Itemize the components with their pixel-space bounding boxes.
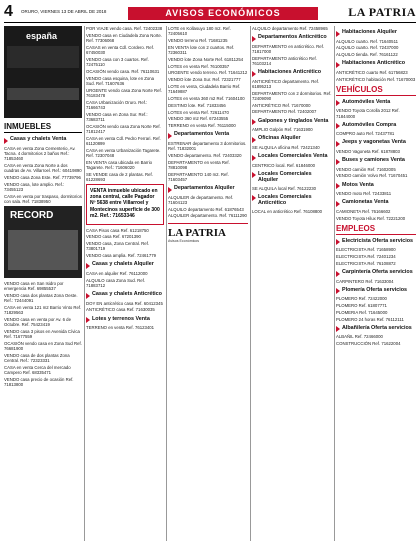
section-heading: Automóviles Venta (336, 99, 416, 107)
page-date: ORURO, VIERNES 13 DE ABRIL DE 2018 (21, 9, 107, 14)
classified-ad: VENDO casa precio de ocasión Ref. 71813800 (4, 376, 74, 388)
house-ad-logo: LA PATRIA (168, 226, 226, 239)
classified-ad: URGENTE vendo terreno. Ref. 71641212 (168, 70, 248, 76)
classified-ad: CASA en venta Zona Cementerio, Av. Tacna. 4 dormitorios 2 baños Ref.: 71853460 (4, 145, 76, 161)
classified-ad: VENDO camión Ref. 71602005 (336, 166, 396, 172)
classified-ad: VENDO departamento. Ref. 72403320 (168, 152, 242, 158)
category-inmuebles: INMUEBLES (4, 121, 82, 133)
category-vehiculos: VEHÍCULOS (336, 84, 416, 96)
classified-ad: DEPARTAMENTO anticrético Ref. 76103214 (252, 55, 317, 66)
newspaper-logo: LA PATRIA (348, 5, 416, 19)
classified-ad: TERRENO en venta Ref. 76123401 (86, 325, 155, 331)
promo-image (7, 46, 79, 68)
section-triangle-icon (4, 138, 8, 144)
classified-ad: ALQUILO cuarto. Ref. 71640511 (336, 38, 399, 44)
classified-ad: ALQUILO departamento Ref. 72458965 (252, 26, 328, 31)
section-heading: Galpones y tinglados Venta (252, 118, 332, 126)
classified-ad: LOTES en venta Ref. 72611470 (168, 109, 229, 115)
classified-ad: VENDO casa dos plantas Zona Oeste. Ref.: 72444091 (4, 292, 78, 304)
house-ad-subtitle: Avisos Económicos (168, 238, 200, 243)
classified-ad: CENTRICO local. Ref. 61846000 (252, 162, 316, 168)
classified-ad: URGENTE vendo casa Zona Norte Ref. 76183478 (86, 87, 162, 98)
section-banner (128, 7, 318, 20)
classified-ad: ALBAÑIL Ref. 72466000 (336, 334, 383, 340)
classified-ad: CARPINTERO Ref. 71633004 (336, 278, 394, 284)
classified-ad: DEPARTAMENTO en venta Ref. 78810098 (168, 159, 230, 170)
column-5 (336, 26, 416, 541)
section-heading: Electricista Oferta servicios (336, 238, 416, 246)
classified-ad: PLOMERIA Ref. 71645000 (336, 309, 388, 315)
classified-ad: PLOMERO Ref. 72422000 (336, 296, 387, 302)
classified-ad: DEPARTAMENTO Ref. 72402007 (252, 109, 317, 115)
classified-ad: VENDO Vagoneta Ref. 61878803 (336, 148, 400, 154)
classified-ad: CASA en alquiler Ref. 76112000 (86, 270, 148, 276)
classified-ad: SE ALQUILA local Ref. 76122230 (252, 185, 317, 191)
classified-ad: VENDO casa esquina, lote en Zona Sud. Ref. 71607636 (86, 75, 155, 86)
classified-ad: ALQUILO tienda. Ref. 76161122 (336, 52, 398, 58)
classified-ad: EN VENTA lote con 2 cuartos. Ref. 72360311 (168, 44, 235, 55)
section-heading: Lotes y terrenos Venta (86, 316, 164, 324)
classified-ad: LOCAL en anticrético Ref. 76108800 (252, 208, 323, 214)
classified-ad: OCASIÓN vendo casa en Zona Sud Ref. 76681900 (4, 340, 82, 352)
featured-ad-text: VENTA inmueble ubicado en zona central, calle Pagador Nº 5638 entre Villarroel y Montecinos superficie de 300 m2. Ref.: 71653346 (90, 188, 160, 219)
column-divider (250, 26, 251, 541)
classified-ad: ALQUILO departamento Ref. 61876543 (168, 206, 244, 212)
classified-ad: VENDO casa con 3 cuartos. Ref. 72475110 (86, 56, 149, 67)
section-heading: Casas y chalets Venta (4, 136, 82, 144)
section-heading: Camionetas Venta (336, 199, 416, 207)
classified-ad: LOTES en venta 360 m2 Ref. 71604100 (168, 95, 245, 101)
classified-ad: ALQUILER departamento. Ref. 76111290 (168, 213, 247, 219)
classified-ad: ELECTRICISTA Ref. 76108872 (336, 260, 396, 266)
section-triangle-icon (336, 326, 340, 332)
classified-ad: ALQUILO cuarto. Ref. 72437000 (336, 45, 399, 51)
classified-ad: CASA en venta Cdl. Pedro Ferrari. Ref. 61120899 (86, 135, 161, 146)
section-triangle-icon (336, 100, 340, 106)
classified-ad: ANTICRÉTICO casa Ref. 71630035 (86, 307, 155, 313)
classified-ad: CASA en venta por traspaso, dormitorios con sala. Ref. 71838950 (4, 193, 82, 204)
classified-ad: ANTICRÉTICO cuarto Ref. 61756823 (336, 69, 408, 75)
house-ad (168, 223, 248, 243)
page-number: 4 (4, 3, 13, 20)
classified-ad: DEPARTAMENTO con 2 dormitorios. Ref. 72409090 (252, 90, 332, 101)
classified-ad: OCASIÓN vendo casa. Ref. 76110631 (86, 68, 160, 74)
section-heading: Motos Venta (336, 182, 416, 190)
column-divider (166, 26, 167, 541)
section-triangle-icon (336, 288, 340, 294)
section-heading: Carpintería Oferta servicios (336, 269, 416, 277)
section-heading: Automóviles Compra (336, 122, 416, 130)
section-triangle-icon (252, 137, 256, 143)
promo-ad-espana (4, 26, 82, 118)
classified-ad: VENDO 360 m2 Ref. 67243555 (168, 116, 229, 122)
classified-ad: VENDO moto Ref. 72433811 (336, 191, 392, 197)
section-heading: Departamentos Anticrético (252, 34, 332, 42)
classified-ad: VENDO Toyota Hilux Ref. 72221200 (336, 215, 406, 221)
section-triangle-icon (336, 31, 340, 37)
section-heading: Habitaciones Anticrético (336, 60, 416, 68)
classified-ad: SE VENDE casa de 2 plantas. Ref. 61228693 (86, 171, 153, 182)
classified-ad: CONSTRUCCIÓN Ref. 71622004 (336, 341, 401, 347)
section-banner-title: AVISOS ECONÓMICOS (165, 8, 281, 18)
classified-ad: VENDO Toyota Corolla 2012 Ref. 71844000 (336, 108, 400, 119)
column-2 (86, 26, 164, 541)
column-divider (84, 26, 85, 541)
classified-ad: CASA en venta Cerca del mercado Campero Ref. 68335471 (4, 364, 71, 376)
classified-ad: VENDO lote Zona Norte Ref. 61811254 (168, 56, 244, 62)
section-triangle-icon (252, 119, 256, 125)
display-ad-record (4, 206, 82, 278)
classified-ad: ELECTRICISTA Ref. 72401234 (336, 254, 396, 260)
promo-image (7, 88, 79, 100)
classified-ad: VENDO casa, Zona Central. Ref. 73801719 (86, 241, 150, 252)
section-heading: Albañilería Oferta servicios (336, 325, 416, 333)
classified-ad: SE ALQUILA oficina Ref. 72421340 (252, 144, 320, 150)
classified-ad: PLOMERO Ref. 61807771 (336, 303, 387, 309)
section-heading: Oficinas Alquiler (252, 135, 332, 143)
classified-ad: CASA en venta Urbanización Tagarete. Ref. 72307048 (86, 147, 161, 158)
column-3 (168, 26, 248, 541)
classified-ad: ANTICRÉTICO habitación Ref. 71670003 (336, 76, 416, 82)
classified-ad: CASA en venta Zona Norte a dos cuadras de Av. Villarroel. Ref.: 60419890 (4, 162, 82, 173)
featured-ad-box (86, 184, 164, 225)
classified-ad: ALQUILO casa Zona Sud. Ref. 71883712 (86, 277, 145, 288)
classified-ad: ELECTRICISTA Ref. 71658900 (336, 247, 396, 253)
classified-ad: CASA Urbanización Oruro. Ref.: 71666743 (86, 99, 148, 110)
page-header (4, 4, 416, 23)
classified-ad: VENDO casa en San Isidro por emergencia Ref. 69855537 (4, 280, 64, 292)
display-ad-title: RECORD (10, 209, 54, 221)
classified-ad: DESTINO lote. Ref. 71833456 (168, 102, 226, 108)
classified-ad: VENDO casa de dos plantas Zona Central. Ref.: 72323331 (4, 352, 70, 364)
classified-ad: VENDO camión Volvo Ref. 71670451 (336, 173, 408, 179)
section-heading: Jeeps y vagonetas Venta (336, 139, 416, 147)
column-4 (252, 26, 332, 541)
classified-ad: POR VIAJE vendo casa. Ref. 72402338 (86, 26, 163, 31)
section-triangle-icon (252, 195, 256, 201)
classified-ad: VENDO casa en Ciudadela Zona Norte. Ref. 77306068 (86, 32, 162, 43)
section-triangle-icon (252, 36, 256, 42)
classified-ad: CASA en venta 121 m2 Barrio Vinto Ref. 71829563 (4, 304, 82, 316)
classified-ad: ALQUILER de departamento. Ref. 71604123 (168, 194, 234, 205)
section-heading: Plomería Oferta servicios (336, 287, 416, 295)
section-heading: Departamentos Alquiler (168, 185, 248, 193)
section-heading: Casas y chalets Anticrético (86, 291, 164, 299)
section-heading: Habitaciones Anticrético (252, 69, 332, 77)
classified-ad: PLOMERO 24 horas Ref. 76112111 (336, 316, 404, 322)
classified-ad: VENDO casa Zona Este. Ref. 77739796 (4, 174, 81, 180)
section-triangle-icon (336, 159, 340, 165)
section-triangle-icon (168, 187, 172, 193)
section-triangle-icon (336, 271, 340, 277)
category-empleos: EMPLEOS (336, 223, 416, 235)
promo-logo: españa (26, 31, 58, 41)
section-heading: Locales Comerciales Alquiler (252, 171, 332, 184)
section-triangle-icon (86, 317, 90, 323)
classified-ad: EN VENTA casa ubicada en Barrio Tagarete. Ref.: 71606020 (86, 159, 153, 170)
section-triangle-icon (86, 263, 90, 269)
classified-ad: VENDO terreno Ref. 71681235 (168, 38, 228, 43)
section-triangle-icon (336, 183, 340, 189)
classified-ad: DEPARTAMENTO en anticrético. Ref. 71817000 (252, 43, 325, 54)
section-triangle-icon (336, 201, 340, 207)
section-triangle-icon (336, 141, 340, 147)
section-triangle-icon (252, 71, 256, 77)
classified-ad: ESTRENAR departamento 3 dormitorios. Ref. 71832001 (168, 140, 247, 152)
column-divider (334, 26, 335, 541)
display-ad-image (8, 230, 78, 270)
classified-ad: LOTE en Kollasuyo 180 m2. Ref. 72405610 (168, 26, 231, 37)
section-triangle-icon (336, 239, 340, 245)
column-1 (4, 26, 82, 541)
classified-ad: VENDO casa 3 pisos en Avenida Cívica Ref. 71677559 (4, 328, 80, 340)
section-heading: Habitaciones Alquiler (336, 29, 416, 37)
classified-ad: VENDO casa en venta por Av. 6 de Octubre. Ref. 75423419 (4, 316, 71, 328)
classified-ad: TERRENO en venta Ref. 76115000 (168, 123, 236, 129)
section-triangle-icon (336, 123, 340, 129)
section-heading: Buses y camiones Venta (336, 157, 416, 165)
classified-ad: VENDO casa, lote amplio. Ref.: 73455123 (4, 181, 65, 192)
section-triangle-icon (252, 172, 256, 178)
classified-ad: CASAS en venta Cdl. Cordero. Ref. 67450030 (86, 44, 155, 55)
section-heading: Casas y chalets Alquiler (86, 261, 164, 269)
section-heading: Locales Comerciales Venta (252, 153, 332, 161)
classified-ad: LOTE en venta, Ciudadela Barrio Ref. 71649887 (168, 83, 241, 95)
classified-ad: VENDO casa en Zona Sur. Ref.: 73683711 (86, 111, 148, 122)
classified-ad: VENDO lote Zona Sur. Ref. 72321777 (168, 77, 241, 83)
classified-ad: DEPARTAMENTO 140 m2. Ref. 71603457 (168, 171, 229, 182)
classified-ad: ANTICRÉTICO Ref. 71670000 (252, 102, 311, 108)
section-triangle-icon (168, 133, 172, 139)
classified-ad: LOTES en venta Ref. 76100357 (168, 63, 230, 69)
classified-ad: ANTICRÉTICO departamento. Ref. 61895213 (252, 78, 320, 89)
classified-ad: CASA Pisos casa Ref. 61218750 (86, 227, 149, 233)
classified-ad: VENDO casa Ref. 67201390 (86, 234, 141, 240)
section-triangle-icon (336, 62, 340, 68)
classified-ad: CAMIONETA Ref. 76166602 (336, 208, 391, 214)
classified-ad: OCASIÓN vendo casa Zona Norte Ref. 71812417 (86, 123, 161, 134)
section-triangle-icon (86, 293, 90, 299)
section-heading: Departamentos Venta (168, 131, 248, 139)
classified-ad: COMPRO auto Ref. 72437781 (336, 131, 395, 137)
classified-ad: DOY EN anticrético casa Ref. 60412345 (86, 300, 163, 306)
section-triangle-icon (252, 155, 256, 161)
classified-ad: AMPLIO Galpón Ref. 71631900 (252, 127, 313, 133)
classified-ad: VENDO casa amplia. Ref. 72461779 (86, 253, 156, 259)
section-heading: Locales Comerciales Anticrético (252, 194, 332, 207)
